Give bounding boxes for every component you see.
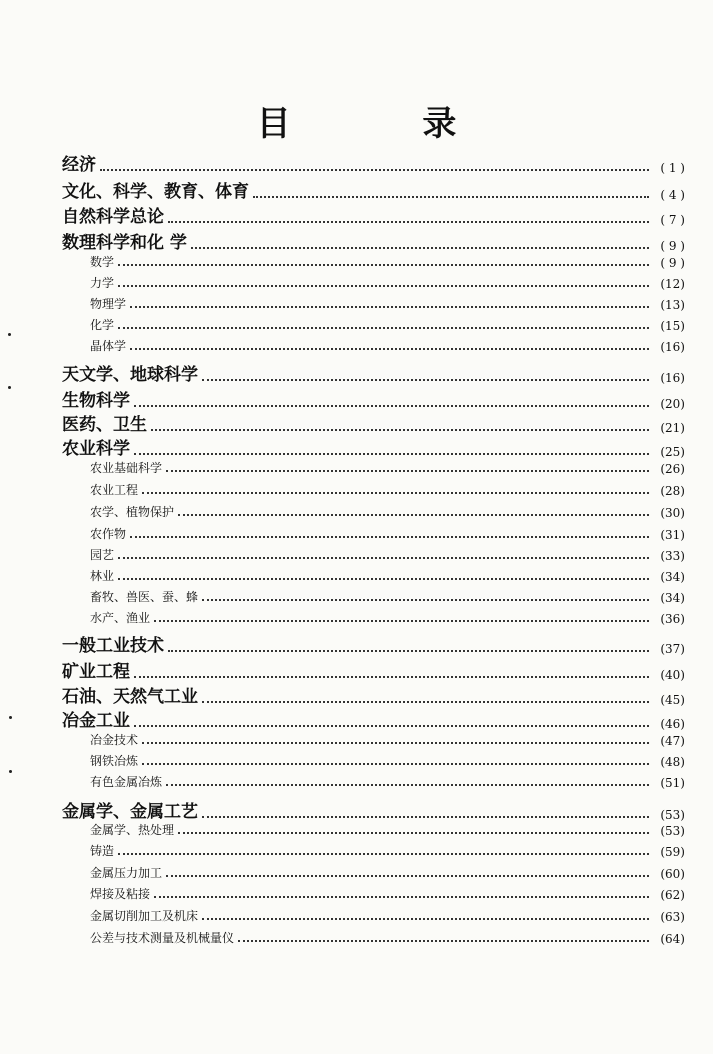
toc-entry-page-number: (60) bbox=[660, 867, 685, 881]
toc-entry-page-number: (25) bbox=[660, 445, 685, 459]
dot-leader bbox=[178, 513, 649, 516]
scan-speck bbox=[8, 386, 11, 389]
toc-entry-page-number: (30) bbox=[660, 506, 685, 520]
toc-entry-page-number: (59) bbox=[660, 845, 685, 859]
toc-entry-page-number: (15) bbox=[660, 319, 685, 333]
dot-leader bbox=[154, 619, 649, 622]
dot-leader bbox=[166, 469, 649, 472]
toc-subsection-entry bbox=[90, 503, 685, 520]
toc-entry-label: 冶金技术 bbox=[90, 733, 139, 747]
toc-entry-label: 文化、科学、教育、体育 bbox=[62, 182, 249, 202]
toc-section-entry bbox=[62, 434, 685, 459]
toc-entry-label: 金属学、金属工艺 bbox=[62, 802, 198, 822]
toc-section-entry bbox=[62, 797, 685, 822]
toc-section-entry bbox=[62, 202, 685, 227]
dot-leader bbox=[130, 347, 649, 350]
dot-leader bbox=[202, 700, 649, 703]
toc-entry-page-number: (47) bbox=[660, 734, 685, 748]
dot-leader bbox=[130, 305, 649, 308]
toc-entry-page-number: (45) bbox=[660, 693, 685, 707]
toc-subsection-entry bbox=[90, 295, 685, 312]
toc-entry-label: 数学 bbox=[90, 255, 115, 269]
dot-leader bbox=[118, 263, 649, 266]
toc-subsection-entry bbox=[90, 821, 685, 838]
toc-entry-label: 石油、天然气工业 bbox=[62, 687, 198, 707]
toc-entry-label: 力学 bbox=[90, 276, 115, 290]
toc-entry-page-number: (53) bbox=[660, 824, 685, 838]
toc-entry-page-number: (34) bbox=[660, 591, 685, 605]
dot-leader bbox=[118, 326, 649, 329]
toc-subsection-entry bbox=[90, 316, 685, 333]
dot-leader bbox=[100, 168, 649, 171]
toc-entry-page-number: (53) bbox=[660, 808, 685, 822]
toc-section-entry bbox=[62, 360, 685, 385]
dot-leader bbox=[154, 895, 649, 898]
dot-leader bbox=[142, 762, 649, 765]
toc-section-entry bbox=[62, 228, 685, 253]
toc-entry-page-number: (16) bbox=[660, 340, 685, 354]
toc-entry-page-number: (26) bbox=[660, 462, 685, 476]
scan-speck bbox=[8, 333, 11, 336]
dot-leader bbox=[238, 939, 649, 942]
toc-subsection-entry bbox=[90, 885, 685, 902]
dot-leader bbox=[253, 195, 649, 198]
toc-section-entry bbox=[62, 631, 685, 656]
toc-subsection-entry bbox=[90, 546, 685, 563]
toc-entry-label: 水产、渔业 bbox=[90, 611, 151, 625]
toc-entry-label: 农作物 bbox=[90, 527, 127, 541]
toc-entry-label: 焊接及粘接 bbox=[90, 887, 151, 901]
toc-entry-label: 林业 bbox=[90, 569, 115, 583]
dot-leader bbox=[134, 675, 649, 678]
toc-subsection-entry bbox=[90, 864, 685, 881]
toc-section-entry bbox=[62, 657, 685, 682]
toc-subsection-entry bbox=[90, 773, 685, 790]
scan-speck bbox=[9, 770, 12, 773]
toc-entry-label: 金属压力加工 bbox=[90, 866, 163, 880]
toc-subsection-entry bbox=[90, 274, 685, 291]
toc-subsection-entry bbox=[90, 842, 685, 859]
toc-entry-page-number: (62) bbox=[660, 888, 685, 902]
toc-entry-label: 金属切削加工及机床 bbox=[90, 909, 199, 923]
toc-entry-page-number: (46) bbox=[660, 717, 685, 731]
toc-entry-label: 农业工程 bbox=[90, 483, 139, 497]
toc-entry-page-number: (34) bbox=[660, 570, 685, 584]
dot-leader bbox=[151, 428, 649, 431]
toc-subsection-entry bbox=[90, 588, 685, 605]
toc-entry-page-number: ( 7 ) bbox=[660, 213, 685, 227]
dot-leader bbox=[168, 220, 649, 223]
dot-leader bbox=[134, 724, 649, 727]
dot-leader bbox=[166, 874, 649, 877]
toc-entry-label: 晶体学 bbox=[90, 339, 127, 353]
toc-entry-label: 畜牧、兽医、蚕、蜂 bbox=[90, 590, 199, 604]
toc-entry-label: 一般工业技术 bbox=[62, 636, 164, 656]
toc-section-entry bbox=[62, 410, 685, 435]
toc-entry-label: 农业基础科学 bbox=[90, 461, 163, 475]
toc-subsection-entry bbox=[90, 525, 685, 542]
dot-leader bbox=[202, 917, 649, 920]
toc-entry-label: 生物科学 bbox=[62, 391, 130, 411]
toc-entry-page-number: (21) bbox=[660, 421, 685, 435]
toc-entry-label: 自然科学总论 bbox=[62, 207, 164, 227]
toc-entry-page-number: (63) bbox=[660, 910, 685, 924]
dot-leader bbox=[166, 783, 649, 786]
dot-leader bbox=[118, 577, 649, 580]
toc-entry-page-number: (16) bbox=[660, 371, 685, 385]
toc-entry-label: 冶金工业 bbox=[62, 711, 130, 731]
toc-section-entry bbox=[62, 682, 685, 707]
toc-entry-page-number: (51) bbox=[660, 776, 685, 790]
toc-entry-page-number: (33) bbox=[660, 549, 685, 563]
dot-leader bbox=[178, 831, 649, 834]
dot-leader bbox=[202, 598, 649, 601]
toc-entry-label: 公差与技术测量及机械量仪 bbox=[90, 931, 235, 945]
toc-entry-label: 钢铁冶炼 bbox=[90, 754, 139, 768]
dot-leader bbox=[118, 284, 649, 287]
toc-entry-page-number: (28) bbox=[660, 484, 685, 498]
toc-section-entry bbox=[62, 177, 685, 202]
toc-entry-label: 铸造 bbox=[90, 844, 115, 858]
dot-leader bbox=[142, 741, 649, 744]
toc-section-entry bbox=[62, 706, 685, 731]
dot-leader bbox=[202, 378, 649, 381]
toc-entry-label: 物理学 bbox=[90, 297, 127, 311]
table-of-contents bbox=[0, 150, 713, 946]
toc-entry-label: 矿业工程 bbox=[62, 662, 130, 682]
dot-leader bbox=[134, 404, 649, 407]
toc-entry-page-number: ( 9 ) bbox=[660, 239, 685, 253]
toc-entry-label: 园艺 bbox=[90, 548, 115, 562]
toc-subsection-entry bbox=[90, 481, 685, 498]
toc-entry-page-number: (20) bbox=[660, 397, 685, 411]
toc-entry-page-number: ( 4 ) bbox=[660, 188, 685, 202]
toc-subsection-entry bbox=[90, 337, 685, 354]
scan-speck bbox=[9, 716, 12, 719]
toc-subsection-entry bbox=[90, 752, 685, 769]
dot-leader bbox=[168, 649, 649, 652]
toc-entry-label: 经济 bbox=[62, 155, 96, 175]
toc-entry-page-number: (36) bbox=[660, 612, 685, 626]
toc-subsection-entry bbox=[90, 459, 685, 476]
dot-leader bbox=[134, 452, 649, 455]
toc-entry-label: 农学、植物保护 bbox=[90, 505, 175, 519]
dot-leader bbox=[202, 815, 649, 818]
toc-subsection-entry bbox=[90, 731, 685, 748]
toc-entry-page-number: (64) bbox=[660, 932, 685, 946]
toc-subsection-entry bbox=[90, 609, 685, 626]
toc-entry-label: 金属学、热处理 bbox=[90, 823, 175, 837]
toc-entry-label: 有色金属冶炼 bbox=[90, 775, 163, 789]
toc-section-entry bbox=[62, 386, 685, 411]
toc-section-entry bbox=[62, 150, 685, 175]
toc-entry-page-number: ( 1 ) bbox=[660, 161, 685, 175]
toc-entry-page-number: (13) bbox=[660, 298, 685, 312]
toc-entry-page-number: ( 9 ) bbox=[660, 256, 685, 270]
toc-entry-page-number: (31) bbox=[660, 528, 685, 542]
toc-entry-page-number: (48) bbox=[660, 755, 685, 769]
toc-entry-label: 化学 bbox=[90, 318, 115, 332]
toc-entry-label: 数理科学和化 学 bbox=[62, 233, 187, 253]
dot-leader bbox=[130, 535, 649, 538]
toc-entry-page-number: (40) bbox=[660, 668, 685, 682]
toc-subsection-entry bbox=[90, 907, 685, 924]
dot-leader bbox=[142, 491, 649, 494]
toc-subsection-entry bbox=[90, 929, 685, 946]
dot-leader bbox=[118, 852, 649, 855]
toc-entry-page-number: (37) bbox=[660, 642, 685, 656]
toc-entry-page-number: (12) bbox=[660, 277, 685, 291]
toc-entry-label: 天文学、地球科学 bbox=[62, 365, 198, 385]
toc-subsection-entry bbox=[90, 253, 685, 270]
page-title: 目 录 bbox=[256, 104, 517, 144]
toc-entry-label: 医药、卫生 bbox=[62, 415, 147, 435]
dot-leader bbox=[118, 556, 649, 559]
dot-leader bbox=[191, 246, 649, 249]
toc-entry-label: 农业科学 bbox=[62, 439, 130, 459]
toc-subsection-entry bbox=[90, 567, 685, 584]
